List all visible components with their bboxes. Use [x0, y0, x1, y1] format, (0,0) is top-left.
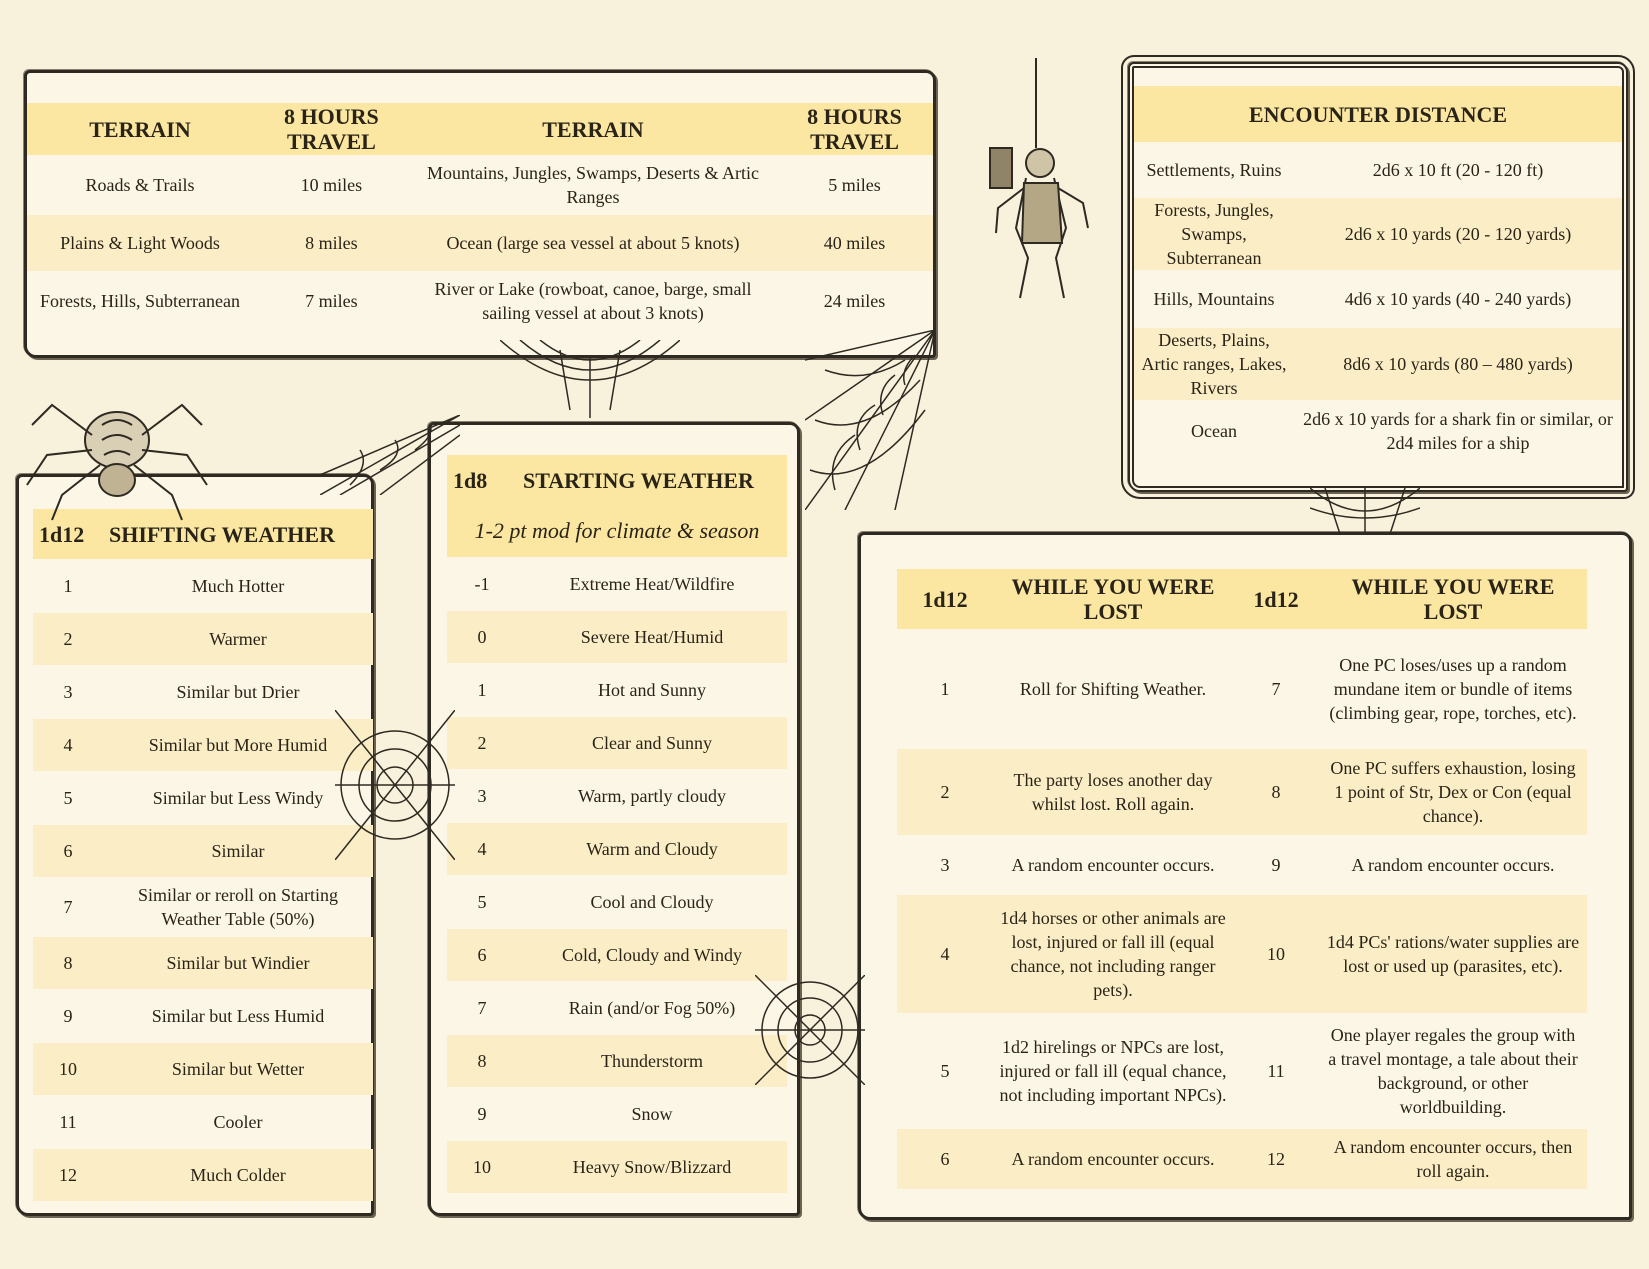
result-cell: Cold, Cloudy and Windy [562, 945, 742, 965]
roll-cell: 1 [940, 679, 950, 699]
encounter-panel [1128, 62, 1628, 492]
lost-die-header-2: 1d12 [1253, 586, 1299, 612]
result-cell: Similar but Less Humid [151, 1006, 325, 1026]
result-cell: 1d2 hirelings or NPCs are lost, injured or fall ill (equal chance, not including important NPCs). [999, 1037, 1227, 1105]
distance-cell: 10 miles [300, 175, 363, 195]
table-row [33, 989, 373, 1043]
table-row [447, 1141, 787, 1193]
table-row [447, 769, 787, 823]
table-row [447, 557, 787, 611]
table-row [1134, 400, 1622, 462]
table-row [27, 215, 933, 271]
result-cell: Hot and Sunny [598, 680, 706, 700]
distance-cell: 2d6 x 10 yards for a shark fin or similar, or 2d4 miles for a ship [1303, 409, 1613, 453]
spider-icon [22, 385, 212, 525]
roll-cell: 7 [1271, 679, 1281, 699]
distance-cell: 2d6 x 10 ft (20 - 120 ft) [1372, 160, 1544, 180]
travel-panel [24, 70, 936, 358]
result-cell: One PC suffers exhaustion, losing 1 point of Str, Dex or Con (equal chance). [1330, 758, 1576, 826]
encounter-title: ENCOUNTER DISTANCE [1248, 101, 1508, 127]
table-row [27, 155, 933, 215]
lost-table [897, 569, 1587, 1189]
starting-title: STARTING WEATHER [523, 467, 754, 493]
terrain-cell: Forests, Jungles, Swamps, Subterranean [1154, 200, 1274, 268]
result-cell: Much Hotter [191, 576, 285, 596]
terrain-cell: Roads & Trails [85, 175, 195, 195]
roll-cell: 9 [1271, 855, 1281, 875]
starting-weather-table [447, 455, 787, 1193]
shifting-weather-panel [16, 474, 374, 1216]
result-cell: Similar or reroll on Starting Weather Table (50%) [138, 885, 338, 929]
travel-header-hours-1: 8 HOURS TRAVEL [284, 104, 379, 154]
terrain-cell: Deserts, Plains, Artic ranges, Lakes, Rivers [1141, 330, 1287, 398]
cobweb-icon [755, 975, 865, 1085]
table-row [33, 559, 373, 613]
table-row [33, 613, 373, 665]
result-cell: Extreme Heat/Wildfire [569, 574, 735, 594]
roll-cell: 6 [477, 945, 487, 965]
hanging-adventurer-icon [988, 58, 1098, 318]
table-row [447, 1035, 787, 1087]
roll-cell: 12 [1267, 1149, 1285, 1169]
table-row [27, 271, 933, 331]
result-cell: Warmer [209, 629, 267, 649]
cobweb-icon [335, 710, 455, 860]
table-row [33, 877, 373, 937]
table-row [447, 1087, 787, 1141]
shifting-title: SHIFTING WEATHER [109, 521, 335, 547]
result-cell: 1d4 horses or other animals are lost, injured or fall ill (equal chance, not including ranger pets). [1000, 908, 1226, 1000]
result-cell: Cooler [213, 1112, 263, 1132]
result-cell: A random encounter occurs. [1351, 855, 1555, 875]
table-row [33, 1043, 373, 1095]
table-row [447, 823, 787, 875]
table-row [33, 719, 373, 771]
roll-cell: 8 [1271, 782, 1281, 802]
roll-cell: 5 [940, 1061, 950, 1081]
terrain-cell: Forests, Hills, Subterranean [40, 291, 240, 311]
distance-cell: 7 miles [305, 291, 358, 311]
roll-cell: 9 [477, 1104, 487, 1124]
terrain-cell: Hills, Mountains [1153, 289, 1275, 309]
result-cell: A random encounter occurs. [1011, 1149, 1215, 1169]
travel-header-terrain-2: TERRAIN [542, 116, 644, 142]
table-row [33, 1095, 373, 1149]
result-cell: 1d4 PCs' rations/water supplies are lost or used up (parasites, etc). [1326, 932, 1580, 976]
distance-cell: 8 miles [305, 233, 358, 253]
roll-cell: 6 [940, 1149, 950, 1169]
roll-cell: 8 [63, 953, 73, 973]
result-cell: Clear and Sunny [592, 733, 712, 753]
lost-panel [858, 532, 1632, 1220]
roll-cell: 12 [59, 1165, 77, 1185]
roll-cell: 5 [63, 788, 73, 808]
table-row [447, 663, 787, 717]
roll-cell: 8 [477, 1051, 487, 1071]
result-cell: One player regales the group with a travel montage, a tale about their background, or other worldbuilding. [1328, 1025, 1578, 1117]
encounter-table [1134, 86, 1622, 462]
roll-cell: 10 [1267, 944, 1285, 964]
starting-die-header: 1d8 [453, 467, 488, 493]
result-cell: The party loses another day whilst lost. Roll again. [1013, 770, 1213, 814]
result-cell: Severe Heat/Humid [580, 627, 724, 647]
result-cell: Similar [211, 841, 265, 861]
table-row [447, 611, 787, 663]
result-cell: Thunderstorm [601, 1051, 703, 1071]
travel-table [27, 103, 933, 331]
table-row [447, 929, 787, 981]
table-row [447, 875, 787, 929]
table-row [1134, 198, 1622, 270]
roll-cell: 4 [63, 735, 73, 755]
result-cell: Much Colder [190, 1165, 286, 1185]
table-row [447, 717, 787, 769]
roll-cell: 2 [63, 629, 73, 649]
distance-cell: 24 miles [823, 291, 886, 311]
roll-cell: 2 [477, 733, 487, 753]
result-cell: Similar but Windier [166, 953, 310, 973]
roll-cell: 11 [59, 1112, 77, 1132]
distance-cell: 40 miles [823, 233, 886, 253]
lost-die-header-1: 1d12 [922, 586, 968, 612]
result-cell: Similar but Less Windy [152, 788, 324, 808]
roll-cell: 7 [477, 998, 487, 1018]
roll-cell: 0 [477, 627, 487, 647]
roll-cell: 7 [63, 897, 73, 917]
table-row [33, 825, 373, 877]
shifting-die-header: 1d12 [39, 521, 85, 547]
result-cell: One PC loses/uses up a random mundane item or bundle of items (climbing gear, rope, torches, etc). [1329, 655, 1577, 723]
table-row [33, 771, 373, 825]
roll-cell: 9 [63, 1006, 73, 1026]
table-row [897, 629, 1587, 749]
shifting-weather-table [33, 509, 373, 1201]
table-row [897, 895, 1587, 1013]
travel-header-hours-2: 8 HOURS TRAVEL [807, 104, 902, 154]
table-row [447, 981, 787, 1035]
terrain-cell: Mountains, Jungles, Swamps, Deserts & Artic Ranges [426, 163, 759, 207]
table-row [897, 1129, 1587, 1189]
roll-cell: 3 [940, 855, 950, 875]
table-row [897, 1013, 1587, 1129]
roll-cell: 1 [477, 680, 487, 700]
cobweb-icon [500, 340, 680, 420]
terrain-cell: Plains & Light Woods [60, 233, 220, 253]
table-row [33, 937, 373, 989]
roll-cell: 5 [477, 892, 487, 912]
terrain-cell: Settlements, Ruins [1146, 160, 1282, 180]
lost-title-2: WHILE YOU WERE LOST [1351, 574, 1555, 624]
roll-cell: 10 [59, 1059, 77, 1079]
roll-cell: 2 [940, 782, 950, 802]
result-cell: Cool and Cloudy [590, 892, 714, 912]
lost-title-1: WHILE YOU WERE LOST [1011, 574, 1215, 624]
result-cell: Snow [631, 1104, 673, 1124]
roll-cell: 6 [63, 841, 73, 861]
distance-cell: 2d6 x 10 yards (20 - 120 yards) [1344, 224, 1572, 244]
roll-cell: 3 [63, 682, 73, 702]
table-row [897, 749, 1587, 835]
result-cell: Warm and Cloudy [586, 839, 718, 859]
distance-cell: 8d6 x 10 yards (80 – 480 yards) [1343, 354, 1573, 374]
roll-cell: -1 [474, 574, 490, 594]
distance-cell: 5 miles [828, 175, 881, 195]
roll-cell: 4 [940, 944, 950, 964]
result-cell: A random encounter occurs. [1011, 855, 1215, 875]
cobweb-icon [1310, 488, 1420, 534]
table-row [1134, 328, 1622, 400]
starting-weather-panel [428, 422, 800, 1216]
result-cell: Roll for Shifting Weather. [1019, 679, 1207, 699]
roll-cell: 10 [473, 1157, 491, 1177]
table-row [33, 665, 373, 719]
terrain-cell: River or Lake (rowboat, canoe, barge, small sailing vessel at about 3 knots) [434, 279, 752, 323]
table-row [33, 1149, 373, 1201]
roll-cell: 1 [63, 576, 73, 596]
table-row [1134, 142, 1622, 198]
result-cell: Similar but Wetter [171, 1059, 305, 1079]
cobweb-icon [805, 330, 935, 510]
result-cell: Rain (and/or Fog 50%) [568, 998, 736, 1018]
travel-header-terrain-1: TERRAIN [89, 116, 191, 142]
table-row [1134, 270, 1622, 328]
result-cell: Warm, partly cloudy [577, 786, 726, 806]
roll-cell: 4 [477, 839, 487, 859]
distance-cell: 4d6 x 10 yards (40 - 240 yards) [1344, 289, 1572, 309]
terrain-cell: Ocean [1191, 421, 1237, 441]
roll-cell: 11 [1267, 1061, 1285, 1081]
terrain-cell: Ocean (large sea vessel at about 5 knots) [446, 233, 740, 253]
table-row [897, 835, 1587, 895]
result-cell: Heavy Snow/Blizzard [572, 1157, 732, 1177]
cobweb-icon [320, 415, 460, 495]
roll-cell: 3 [477, 786, 487, 806]
starting-subtitle: 1-2 pt mod for climate & season [474, 518, 760, 543]
result-cell: A random encounter occurs, then roll again. [1333, 1137, 1573, 1181]
result-cell: Similar but Drier [176, 682, 300, 702]
result-cell: Similar but More Humid [148, 735, 328, 755]
